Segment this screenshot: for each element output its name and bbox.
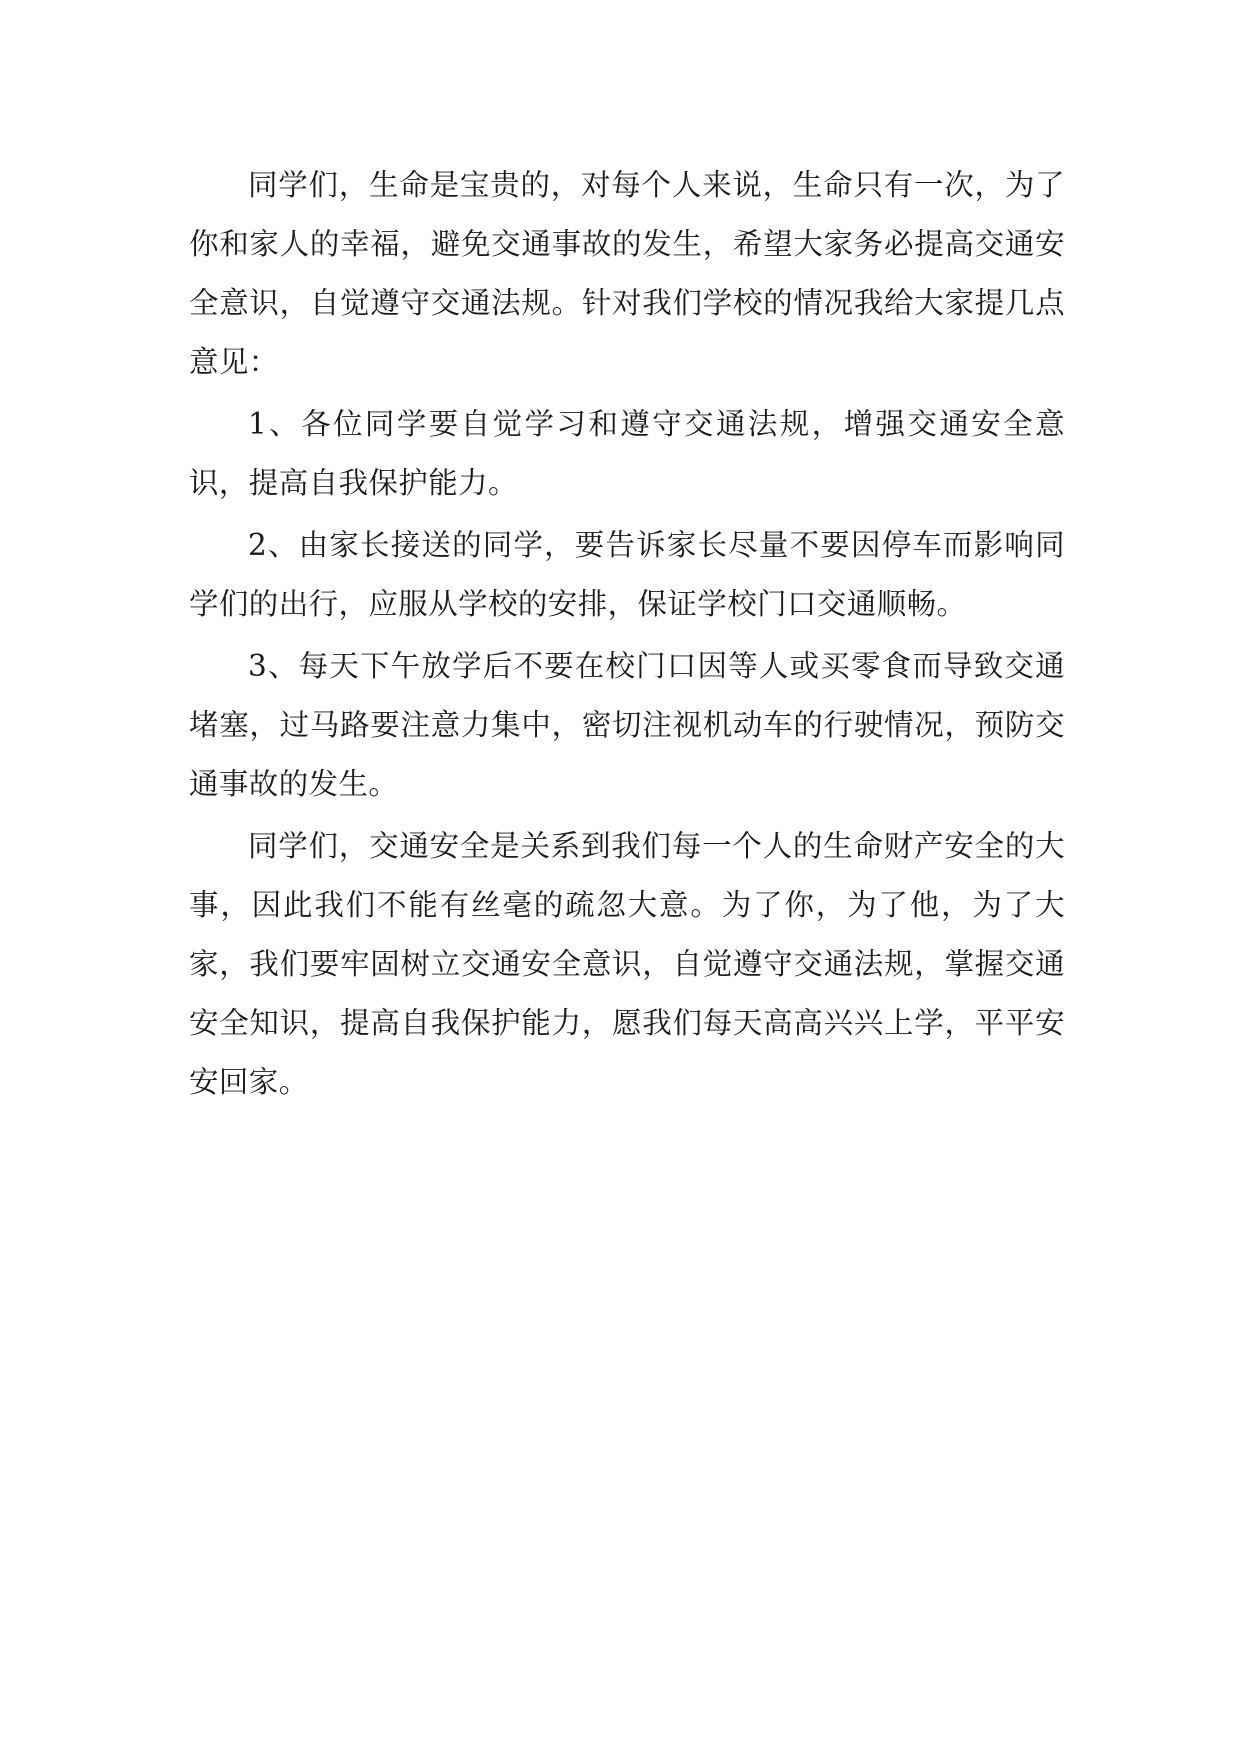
paragraph-point-3: 3、每天下午放学后不要在校门口因等人或买零食而导致交通堵塞，过马路要注意力集中，密切注视机动车的行驶情况，预防交通事故的发生。 <box>189 649 1065 801</box>
paragraph-intro: 同学们，生命是宝贵的，对每个人来说，生命只有一次，为了你和家人的幸福，避免交通事故的发生，希望大家务必提高交通安全意识，自觉遵守交通法规。针对我们学校的情况我给大家提几点意见： <box>189 168 1065 379</box>
paragraph-conclusion: 同学们，交通安全是关系到我们每一个人的生命财产安全的大事，因此我们不能有丝毫的疏忽大意。为了你，为了他，为了大家，我们要牢固树立交通安全意识，自觉遵守交通法规，掌握交通安全知识，提高自我保护能力，愿我们每天高高兴兴上学，平平安安回家。 <box>189 829 1065 1099</box>
paragraph-point-2: 2、由家长接送的同学，要告诉家长尽量不要因停车而影响同学们的出行，应服从学校的安排，保证学校门口交通顺畅。 <box>189 528 1065 621</box>
document-body <box>189 156 1065 1115</box>
paragraph-point-1: 1、各位同学要自觉学习和遵守交通法规，增强交通安全意识，提高自我保护能力。 <box>189 407 1065 500</box>
